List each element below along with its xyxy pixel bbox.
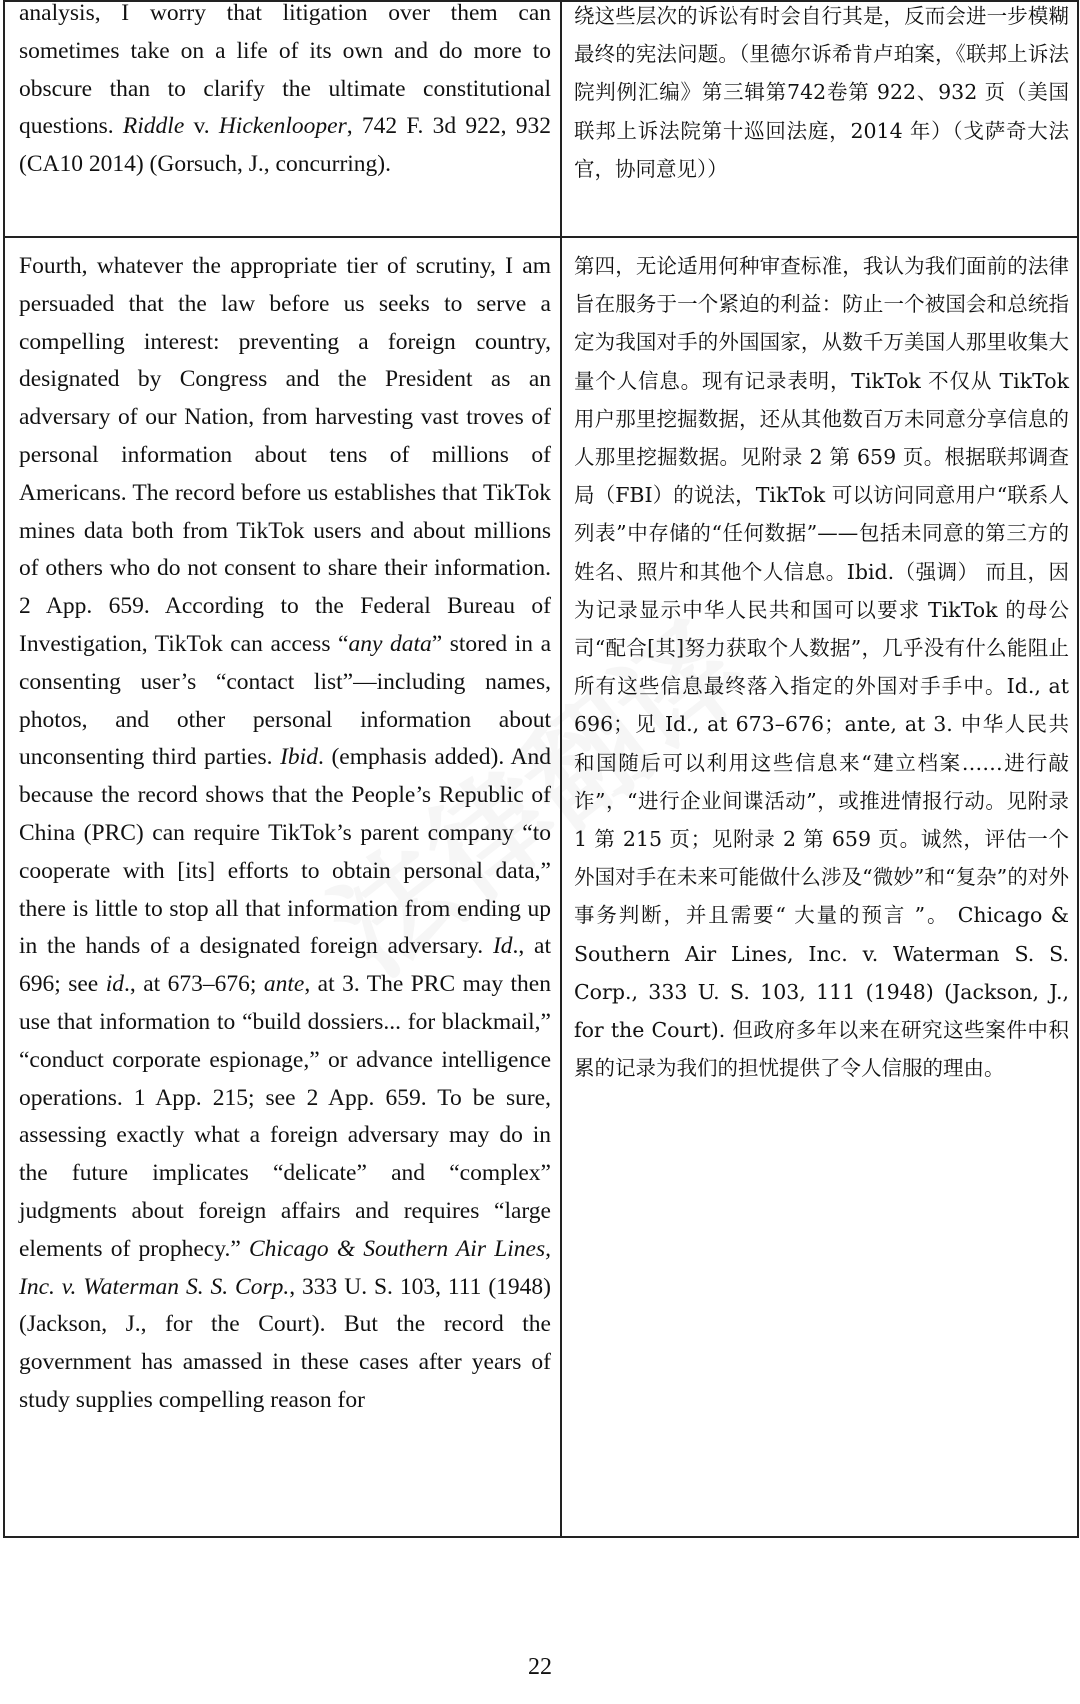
page-number: 22 (528, 1654, 552, 1680)
italic-run: any data (348, 630, 432, 657)
chinese-paragraph: 绕这些层次的诉讼有时会自行其是，反而会进一步模糊最终的宪法问题。（里德尔诉希肯卢珀案，《联邦上诉法院判例汇编》第三辑第742卷第 922、932 页（美国联邦上诉法院第十巡回法庭，2014 年）（戈萨奇大法官，协同意见）） (574, 4, 1069, 181)
english-cell (4, 1, 561, 237)
italic-run: Riddle (122, 113, 185, 140)
english-cell (4, 237, 561, 1537)
bilingual-table (3, 0, 1079, 1538)
italic-run: ante (263, 971, 305, 998)
table-row (4, 1, 1078, 237)
italic-run: Hickenlooper (218, 113, 347, 140)
english-paragraph: analysis, I worry that litigation over them can sometimes take on a life of its own and do more to obscure than to clarify the ultimate constitutional questions. Riddle v. Hickenlooper, 742 F. 3d 922, 932 (CA10 2014) (Gorsuch, J., concurring). (19, 1, 551, 178)
english-paragraph: Fourth, whatever the appropriate tier of scrutiny, I am persuaded that the law before us seeks to serve a compelling interest: preventing a foreign country, designated by Congress and the President as an adversary of our Nation, from harvesting vast troves of personal information about tens of millions of Americans. The record before us establishes that TikTok mines data both from TikTok users and about millions of others who do not consent to share their information. 2 App. 659. According to the Federal Bureau of Investigation, TikTok can access “any data” stored in a consenting user’s “contact list”—including names, photos, and other personal information about unconsenting third parties. Ibid. (emphasis added). And because the record shows that the People’s Republic of China (PRC) can require TikTok’s parent company “to cooperate with [its] efforts to obtain personal data,” there is little to stop all that information from ending up in the hands of a designated foreign adversary. Id., at 696; see id., at 673–676; ante, at 3. The PRC may then use that information to “build dossiers... for blackmail,” “conduct corporate espionage,” or advance intelligence operations. 1 App. 215; see 2 App. 659. To be sure, assessing exactly what a foreign adversary may do in the future implicates “delicate” and “complex” judgments about foreign affairs and requires “large elements of prophecy.” Chicago & Southern Air Lines, Inc. v. Waterman S. S. Corp., 333 U. S. 103, 111 (1948) (Jackson, J., for the Court). But the record the government has amassed in these cases after years of study supplies compelling reason for (19, 253, 551, 1413)
chinese-cell (561, 237, 1078, 1537)
italic-run: Chicago & Southern Air Lines, Inc. v. Waterman S. S. Corp. (19, 1235, 551, 1300)
table-row (4, 237, 1078, 1537)
italic-run: Id (492, 933, 513, 960)
italic-run: Ibid (280, 744, 318, 771)
chinese-cell (561, 1, 1078, 237)
italic-run: id (105, 971, 124, 998)
chinese-paragraph: 第四，无论适用何种审查标准，我认为我们面前的法律旨在服务于一个紧迫的利益：防止一个被国会和总统指定为我国对手的外国国家，从数千万美国人那里收集大量个人信息。现有记录表明，TikTok 不仅从 TikTok 用户那里挖掘数据，还从其他数百万未同意分享信息的人那里挖掘数据。见附录 2 第 659 页。根据联邦调查局（FBI）的说法，TikTok 可以访问同意用户“联系人列表”中存储的“任何数据”——包括未同意的第三方的姓名、照片和其他个人信息。Ibid.（强调） 而且，因为记录显示中华人民共和国可以要求 TikTok 的母公司“配合[其]努力获取个人数据”，几乎没有什么能阻止所有这些信息最终落入指定的外国对手手中。Id., at 696；见 Id., at 673–676；ante, at 3. 中华人民共和国随后可以利用这些信息来“建立档案……进行敲诈”，“进行企业间谍活动”，或推进情报行动。见附录 1 第 215 页；见附录 2 第 659 页。诚然，评估一个外国对手在未来可能做什么涉及“微妙”和“复杂”的对外事务判断，并且需要“ 大量的预言 ”。 Chicago & Southern Air Lines, Inc. v. Waterman S. S. Corp., 333 U. S. 103, 111 (1948) (Jackson, J., for the Court). 但政府多年以来在研究这些案件中积累的记录为我们的担忧提供了令人信服的理由。 (574, 254, 1069, 1081)
